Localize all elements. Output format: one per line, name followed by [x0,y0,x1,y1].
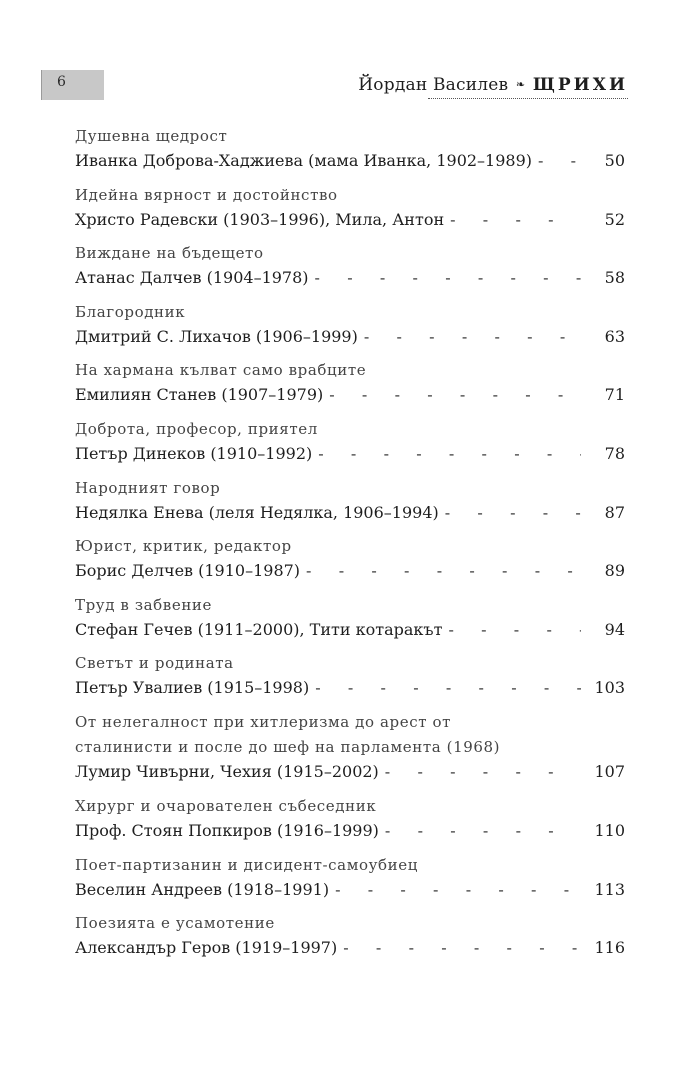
toc-person: Александър Геров (1919–1997) [75,938,338,958]
toc-page-number: 103 [594,678,625,698]
toc-leader [300,559,581,583]
toc-leader [442,618,581,642]
toc-leader [309,266,581,290]
toc-leader [358,325,581,349]
toc-leader [379,760,581,784]
toc-leader [337,936,581,960]
toc-entry [75,124,625,183]
toc-section-title: Виждане на бъдещето [75,244,264,263]
page-number-tab [41,70,104,100]
toc-page-number: 110 [594,820,625,840]
toc-entry [75,417,625,476]
toc-section-title: Хирург и очарователен събеседник [75,796,377,815]
toc-entry [75,241,625,300]
toc-page-number: 63 [604,326,625,346]
toc-section-title: Труд в забвение [75,595,212,614]
toc-person: Веселин Андреев (1918–1991) [75,879,330,899]
toc-person: Иванка Доброва-Хаджиева (мама Иванка, 1902–1989) [75,151,533,170]
toc-page-number: 50 [604,151,625,170]
toc-page-number: 87 [604,502,625,522]
toc-section-title: Поет-партизанин и дисидент-самоубиец [75,855,418,874]
toc-section-title: Юрист, критик, редактор [75,537,292,556]
toc-person: Атанас Далчев (1904–1978) [75,268,309,288]
fleuron-icon: ❧ [515,78,526,91]
toc-page-number: 89 [604,561,625,581]
toc-section-title: Идейна вярност и достойнство [75,185,338,204]
toc-section-title: От нелегалност при хитлеризма до арест от [75,712,452,731]
toc-page-number: 116 [594,938,625,958]
table-of-contents [75,124,625,970]
toc-person: Стефан Гечев (1911–2000), Тити котаракът [75,619,443,639]
toc-section-title: Народният говор [75,478,221,497]
toc-section-title: Душевна щедрост [75,127,228,145]
toc-leader [379,819,581,843]
toc-person: Дмитрий С. Лихачов (1906–1999) [75,326,358,346]
toc-page-number: 52 [604,209,625,229]
toc-leader [532,149,581,173]
toc-page-number: 71 [604,385,625,405]
toc-section-title: Светът и родината [75,654,234,673]
toc-entry [75,476,625,535]
book-title: ЩРИХИ [532,75,628,95]
toc-leader [439,501,581,525]
toc-person: Лумир Чивърни, Чехия (1915–2002) [75,761,379,781]
toc-section-title: Доброта, професор, приятел [75,419,318,438]
running-header [358,75,628,95]
toc-page-number: 107 [594,761,625,781]
toc-section-title-line2: сталинисти и после до шеф на парламента (1968) [75,737,501,756]
toc-page-number: 113 [594,879,625,899]
toc-leader [309,676,581,700]
toc-person: Петър Увалиев (1915–1998) [75,678,310,698]
toc-leader [444,208,581,232]
toc-leader [323,383,581,407]
toc-entry [75,794,625,853]
toc-page-number: 58 [604,268,625,288]
toc-entry [75,358,625,417]
toc-section-title: Благородник [75,302,186,321]
toc-page-number: 78 [604,443,625,463]
toc-person: Петър Динеков (1910–1992) [75,443,313,463]
toc-entry [75,183,625,242]
toc-leader [312,442,581,466]
toc-section-title: На хармана кълват само врабците [75,361,367,380]
toc-entry [75,651,625,710]
header-dotted-rule [428,98,628,99]
toc-entry [75,911,625,970]
toc-entry [75,710,625,794]
page-number: 6 [57,74,66,90]
toc-person: Христо Радевски (1903–1996), Мила, Антон [75,209,445,229]
author-name: Йордан Василев [358,75,509,95]
toc-person: Недялка Енева (леля Недялка, 1906–1994) [75,502,439,522]
toc-person: Емилиян Станев (1907–1979) [75,385,324,405]
toc-section-title: Поезията е усамотение [75,914,275,933]
toc-person: Проф. Стоян Попкиров (1916–1999) [75,820,379,840]
toc-leader [329,878,581,902]
toc-entry [75,593,625,652]
toc-entry [75,534,625,593]
toc-entry [75,853,625,912]
toc-person: Борис Делчев (1910–1987) [75,561,301,581]
toc-page-number: 94 [604,619,625,639]
toc-entry [75,300,625,359]
